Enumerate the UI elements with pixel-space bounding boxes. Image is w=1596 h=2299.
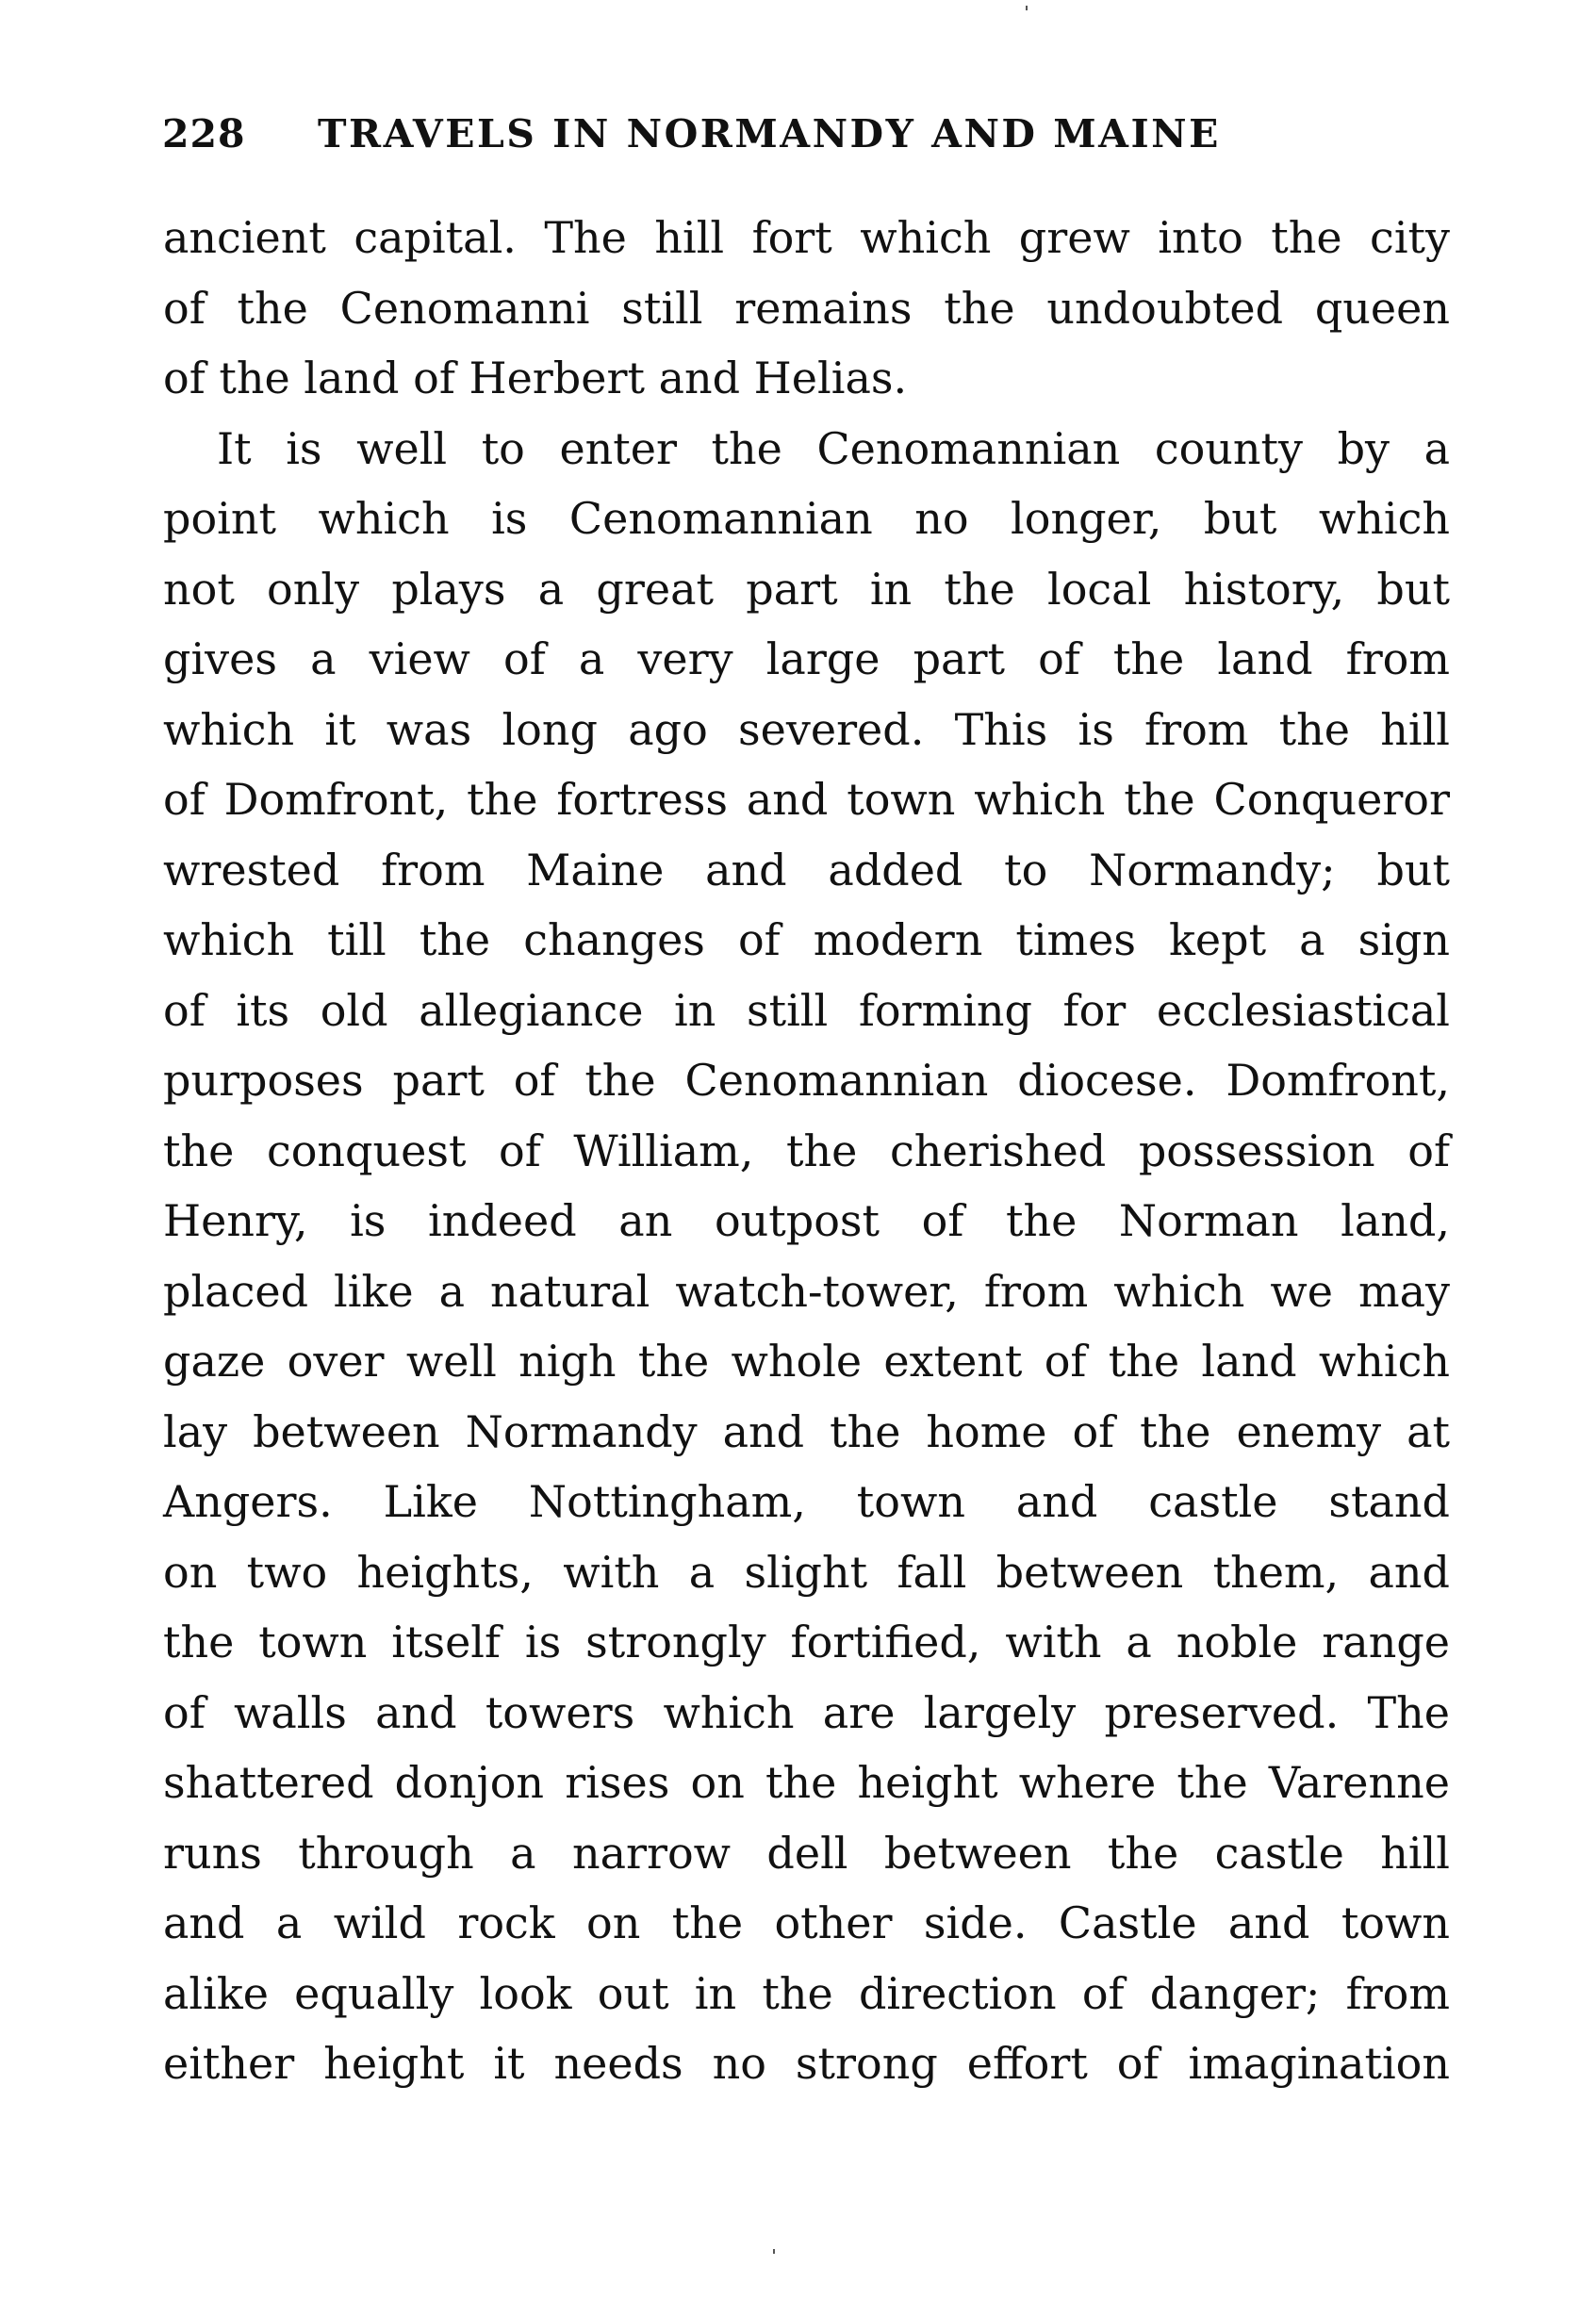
text-line: of the Cenomanni still remains the undoubted queen: [163, 282, 1450, 334]
text-line: not only plays a great part in the local history, but: [163, 563, 1450, 615]
text-line: on two heights, with a slight fall between them, and: [163, 1546, 1450, 1598]
text-line: which it was long ago severed. This is from the hill: [163, 703, 1450, 755]
text-line: gives a view of a very large part of the land from: [163, 633, 1450, 684]
text-line: runs through a narrow dell between the castle hill: [163, 1827, 1450, 1879]
text-line: alike equally look out in the direction of danger; from: [163, 1967, 1450, 2019]
text-line: either height it needs no strong effort of imagination: [163, 2038, 1450, 2089]
running-title: TRAVELS IN NORMANDY AND MAINE: [318, 111, 1221, 156]
text-line: Henry, is indeed an outpost of the Norman land,: [163, 1195, 1450, 1246]
text-line: gaze over well nigh the whole extent of the land which: [163, 1336, 1450, 1387]
text-line: shattered donjon rises on the height where the Varenne: [163, 1757, 1450, 1808]
text-line: the town itself is strongly fortified, with a noble range: [163, 1617, 1450, 1667]
text-line: placed like a natural watch-tower, from which we may: [163, 1265, 1450, 1317]
text-line: of the land of Herbert and Helias.: [163, 353, 908, 403]
running-head: [162, 111, 1341, 168]
text-line: point which is Cenomannian no longer, but which: [163, 493, 1450, 544]
text-line: and a wild rock on the other side. Castle and town: [163, 1897, 1450, 1948]
text-line: the conquest of William, the cherished possession of: [163, 1125, 1450, 1176]
text-line: of walls and towers which are largely preserved. The: [163, 1686, 1450, 1738]
scan-speck: [1026, 6, 1028, 10]
text-line: of its old allegiance in still forming for ecclesiastical: [163, 984, 1450, 1036]
text-line: purposes part of the Cenomannian diocese. Domfront,: [163, 1055, 1450, 1106]
text-line: which till the changes of modern times kept a sign: [163, 914, 1450, 965]
text-line: ancient capital. The hill fort which grew into the city: [163, 212, 1450, 263]
scan-speck: [773, 2249, 775, 2254]
text-line: wrested from Maine and added to Normandy; but: [163, 844, 1450, 895]
text-line: It is well to enter the Cenomannian county by a: [217, 422, 1450, 474]
text-line: of Domfront, the fortress and town which the Conqueror: [163, 774, 1450, 825]
page-number: 228: [162, 111, 246, 156]
text-line: lay between Normandy and the home of the enemy at: [163, 1405, 1450, 1457]
text-line: Angers. Like Nottingham, town and castle stand: [163, 1476, 1450, 1527]
